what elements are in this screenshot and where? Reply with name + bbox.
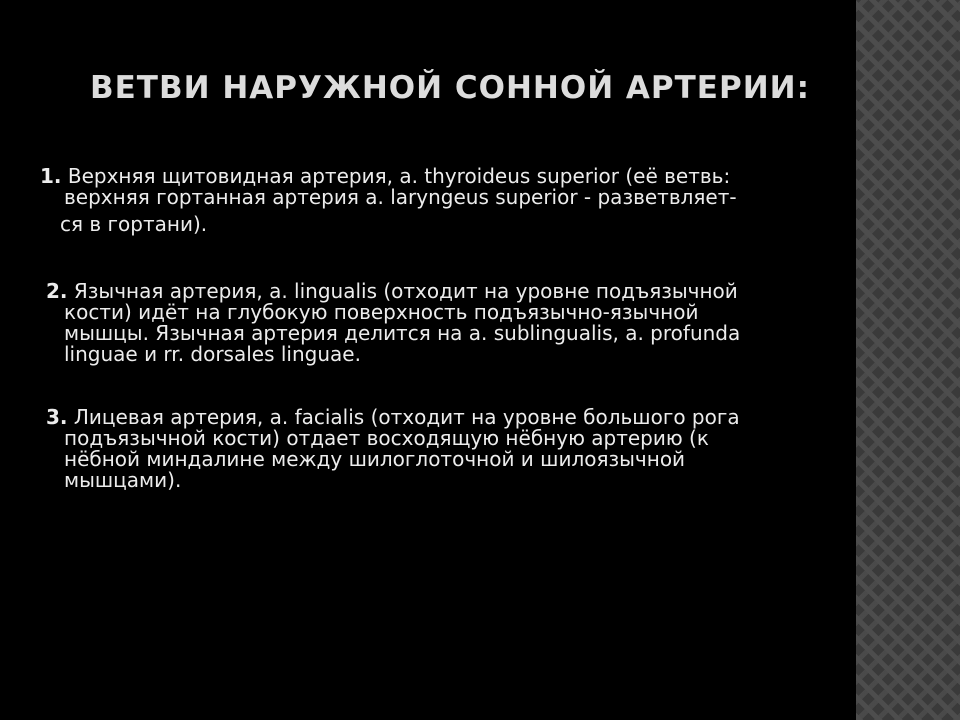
item-line: Верхняя щитовидная артерия, a. thyroideus superior (её ветвь: (67, 164, 731, 188)
slide-title: ВЕТВИ НАРУЖНОЙ СОННОЙ АРТЕРИИ: (90, 70, 810, 106)
item-line: Лицевая артерия, a. facialis (отходит на уровне большого рога (73, 405, 740, 429)
item-line: Язычная артерия, a. lingualis (отходит на уровне подъязычной (73, 279, 738, 303)
item-line: кости) идёт на глубокую поверхность подъязычно-язычной (64, 300, 699, 324)
list-item-2 (46, 281, 876, 365)
list-item-3 (46, 407, 876, 491)
item-line: подъязычной кости) отдает восходящую нёбную артерию (к (64, 426, 709, 450)
item-line: мышцы. Язычная артерия делится на a. sublingualis, a. profunda (64, 321, 741, 345)
item-line: мышцами). (64, 468, 182, 492)
list-item-1 (40, 166, 870, 235)
item-line: ся в гортани). (60, 212, 208, 236)
item-line: верхняя гортанная артерия a. laryngeus superior - разветвляет- (64, 185, 737, 209)
item-line: linguae и rr. dorsales linguae. (64, 342, 361, 366)
item-number: 2. (46, 279, 68, 303)
item-number: 1. (40, 164, 62, 188)
item-line: нёбной миндалине между шилоглоточной и шилоязычной (64, 447, 686, 471)
item-number: 3. (46, 405, 68, 429)
